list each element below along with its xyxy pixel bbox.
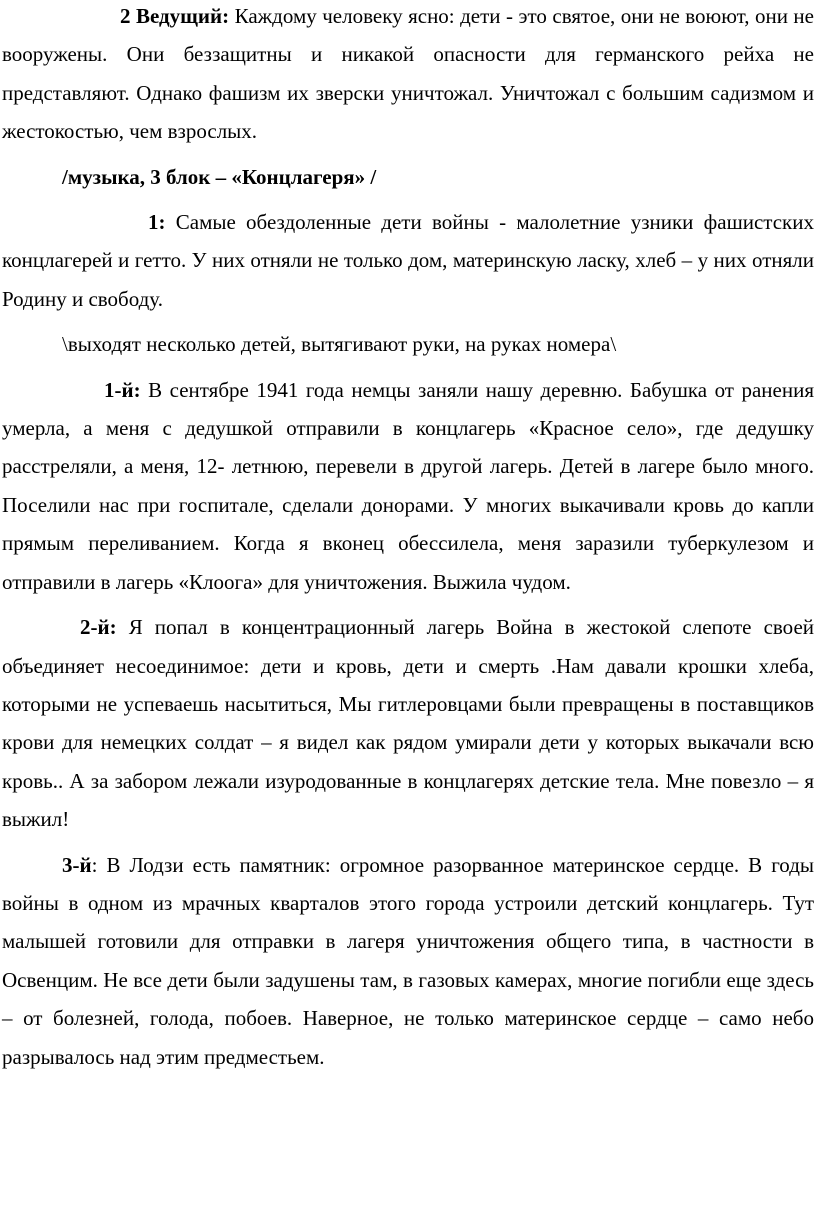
- paragraph-text: Я попал в концентрационный лагерь Война в жестокой слепоте своей объединяет несоединимое: дети и кровь, дети и смерть .Нам давали крошки хлеба, которыми не успеваешь насытиться, Мы гитлеровцами были превращены в поставщиков крови для немецких солдат – я видел как рядом умирали дети у которых выкачали всю кровь.. А за забором лежали изуродованные в концлагерях детские тела. Мне повезло – я выжил!: [2, 615, 815, 832]
- paragraph-child-1: [2, 371, 814, 601]
- speaker-label: 1:: [148, 210, 166, 235]
- stage-direction-music: [2, 158, 814, 196]
- paragraph-text: В сентябре 1941 года немцы заняли нашу деревню. Бабушка от ранения умерла, а меня с дедушкой отправили в концлагерь «Красное село», где дедушку расстреляли, а меня, 12- летнюю, перевели в другой лагерь. Детей в лагере было много. Поселили нас при госпитале, сделали донорами. У многих выкачивали кровь до капли прямым переливанием. Когда я вконец обессилела, меня заразили туберкулезом и отправили в лагерь «Клоога» для уничтожения. Выжила чудом.: [2, 377, 814, 594]
- stage-direction-label: /музыка, 3 блок – «Концлагеря» /: [62, 164, 377, 189]
- paragraph-text: Самые обездоленные дети войны - малолетние узники фашистских концлагерей и гетто. У них отняли не только дом, материнскую ласку, хлеб – у них отняли Родину и свободу.: [2, 210, 815, 311]
- paragraph-text: Каждому человеку ясно: дети - это святое, они не воюют, они не вооружены. Они беззащитны и никакой опасности для германского рейха не представляют. Однако фашизм их зверски уничтожал. Уничтожал с большим садизмом и жестокостью, чем взрослых.: [2, 4, 814, 144]
- speaker-label: 1-й:: [104, 377, 141, 402]
- paragraph-child-3: [2, 846, 814, 1076]
- speaker-label: 2 Ведущий:: [120, 4, 230, 28]
- speaker-label: 3-й: [62, 852, 92, 877]
- paragraph-child-2: [2, 608, 814, 838]
- paragraph-host-2: [2, 0, 814, 151]
- paragraph-text: : В Лодзи есть памятник: огромное разорванное материнское сердце. В годы войны в одном из мрачных кварталов этого города устроили детский концлагерь. Тут малышей готовили для отправки в лагеря уничтожения общего типа, в частности в Освенцим. Не все дети были задушены там, в газовых камерах, многие погибли еще здесь – от болезней, голода, побоев. Наверное, не только материнское сердце – само небо разрывалось над этим предместьем.: [2, 852, 814, 1069]
- stage-direction-children: [2, 325, 814, 363]
- speaker-label: 2-й:: [80, 615, 117, 640]
- paragraph-speaker-1: [2, 203, 814, 318]
- stage-direction-text: \выходят несколько детей, вытягивают руки, на руках номера\: [62, 332, 617, 357]
